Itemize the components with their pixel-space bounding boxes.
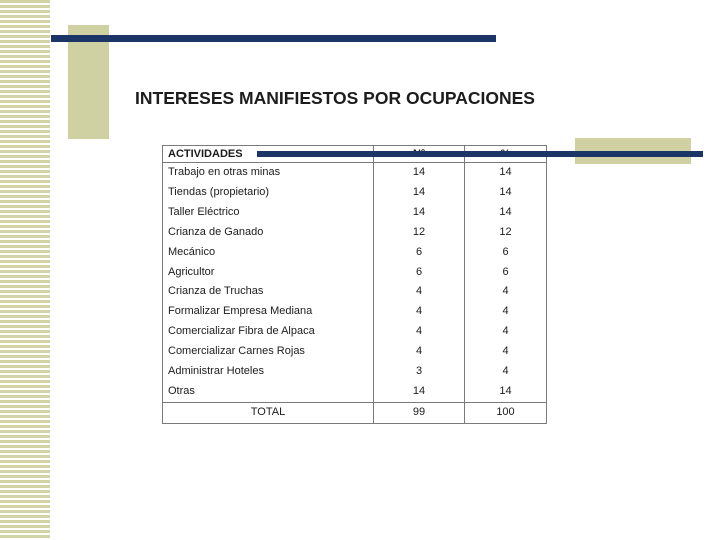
total-percent: 100: [465, 402, 547, 423]
cell-activity: Crianza de Ganado: [163, 223, 374, 243]
cell-count: 4: [374, 342, 465, 362]
cell-count: 6: [374, 243, 465, 263]
cell-activity: Comercializar Carnes Rojas: [163, 342, 374, 362]
header-actividades: ACTIVIDADES: [163, 146, 374, 163]
cell-count: 12: [374, 223, 465, 243]
page-title: INTERESES MANIFIESTOS POR OCUPACIONES: [135, 88, 535, 108]
cell-activity: Formalizar Empresa Mediana: [163, 302, 374, 322]
cell-percent: 4: [465, 322, 547, 342]
cell-count: 14: [374, 382, 465, 402]
cell-count: 4: [374, 302, 465, 322]
total-label: TOTAL: [163, 402, 374, 423]
cell-count: 14: [374, 183, 465, 203]
table-row: [163, 163, 547, 183]
cell-activity: Tiendas (propietario): [163, 183, 374, 203]
cell-percent: 14: [465, 382, 547, 402]
cell-percent: 6: [465, 243, 547, 263]
cell-activity: Crianza de Truchas: [163, 282, 374, 302]
occupations-table: [162, 145, 547, 424]
cell-activity: Taller Eléctrico: [163, 203, 374, 223]
table-row: [163, 282, 547, 302]
cell-percent: 4: [465, 362, 547, 382]
cell-percent: 14: [465, 163, 547, 183]
cell-count: 14: [374, 163, 465, 183]
decorative-block-left: [68, 25, 109, 139]
total-count: 99: [374, 402, 465, 423]
table-row: [163, 382, 547, 402]
cell-percent: 14: [465, 203, 547, 223]
cell-percent: 12: [465, 223, 547, 243]
cell-percent: 4: [465, 302, 547, 322]
decorative-line-top: [51, 35, 496, 42]
cell-activity: Otras: [163, 382, 374, 402]
cell-activity: Agricultor: [163, 263, 374, 283]
cell-percent: 14: [465, 183, 547, 203]
table-row: [163, 203, 547, 223]
table-row: [163, 302, 547, 322]
table-row: [163, 342, 547, 362]
cell-percent: 4: [465, 282, 547, 302]
cell-count: 3: [374, 362, 465, 382]
cell-activity: Administrar Hoteles: [163, 362, 374, 382]
table-row: [163, 243, 547, 263]
table-row: [163, 362, 547, 382]
table-total-row: [163, 402, 547, 423]
table-row: [163, 263, 547, 283]
cell-activity: Mecánico: [163, 243, 374, 263]
cell-count: 4: [374, 322, 465, 342]
cell-activity: Trabajo en otras minas: [163, 163, 374, 183]
decorative-stripe-bar: [0, 0, 50, 540]
cell-activity: Comercializar Fibra de Alpaca: [163, 322, 374, 342]
cell-count: 4: [374, 282, 465, 302]
table-row: [163, 223, 547, 243]
table-row: [163, 322, 547, 342]
decorative-line-mid: [257, 151, 703, 157]
cell-count: 6: [374, 263, 465, 283]
cell-percent: 6: [465, 263, 547, 283]
cell-count: 14: [374, 203, 465, 223]
table-row: [163, 183, 547, 203]
cell-percent: 4: [465, 342, 547, 362]
